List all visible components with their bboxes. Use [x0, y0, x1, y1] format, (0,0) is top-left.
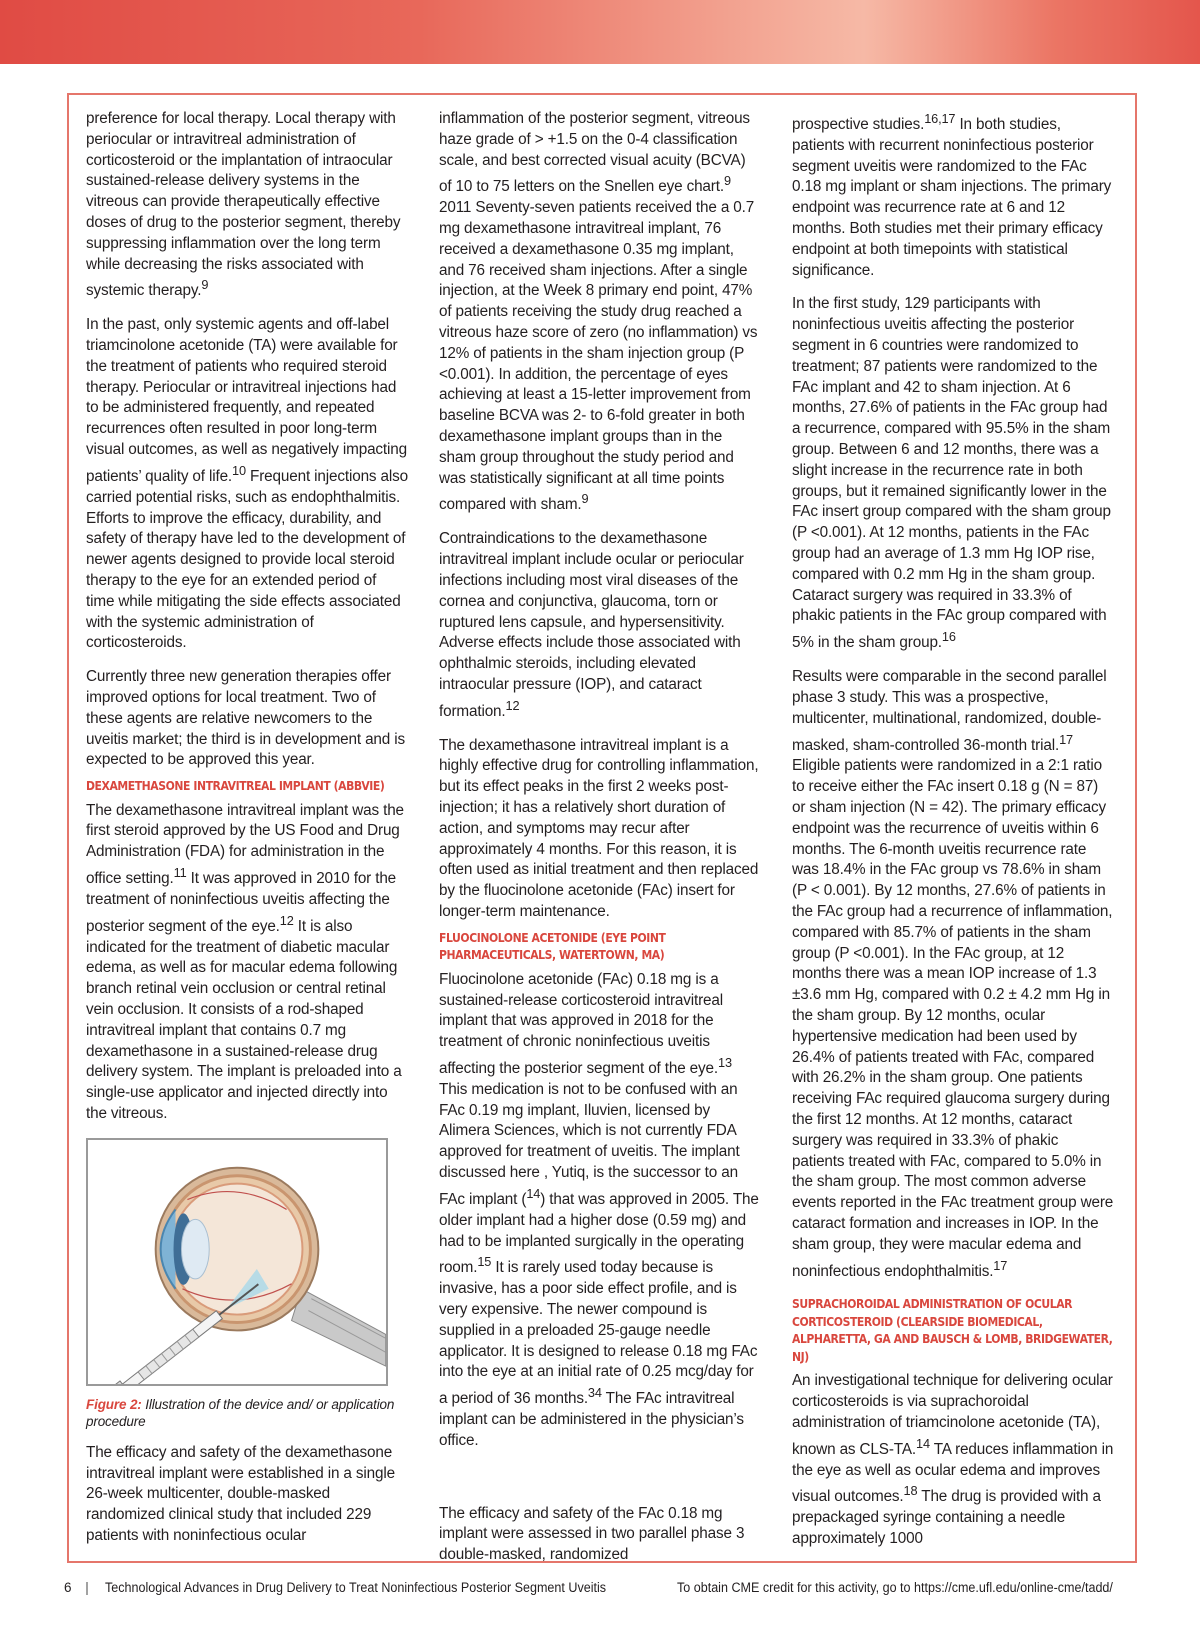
page-number: 6 [64, 1580, 72, 1595]
text: preference for local therapy. Local therapy with periocular or intravitreal administration of corticosteroid or the implantation of intraocular sustained-release delivery systems in the vitreous can provide therapeutically effective doses of drug to the posterior segment, thereby suppressing inflammation over the long term while decreasing the risks associated with systemic therapy. [86, 110, 401, 300]
paragraph [792, 1371, 1114, 1550]
text: The FAc intravitreal implant can be administered in the physician’s office. [439, 1390, 744, 1449]
text: It is also indicated for the treatment of diabetic macular edema, as well as for macular edema following branch retinal vein occlusion or central retinal vein occlusion. It consists of a rod-shaped intravitreal implant that contains 0.7 mg dexamethasone in a sustained-release drug delivery system. The implant is preloaded into a single-use applicator and injected directly into the vitreous. [86, 917, 402, 1122]
text: 2011 Seventy-seven patients received the a 0.7 mg dexamethasone intravitreal implant, 76 received a dexamethasone 0.35 mg implant, and 76 received sham injections. After a single injection, at the Week 8 primary end point, 47% of patients receiving the study drug reached a vitreous haze score of zero (no inflammation) vs 12% of patients in the sham injection group (P <0.001). In addition, the percentage of eyes achieving at least a 15-letter improvement from baseline BCVA was 2- to 6-fold greater in both dexamethasone implant groups than in the sham group throughout the study period and was statistically significant at all time points compared with sham. [439, 199, 758, 514]
citation: 34 [587, 1385, 602, 1401]
section-heading-dexamethasone: DEXAMETHASONE INTRAVITREAL IMPLANT (ABBVIE) [86, 778, 385, 794]
text: In the past, only systemic agents and off-label triamcinolone acetonide (TA) were available for the treatment of patients who required steroid therapy. Periocular or intravitreal injections had to be administered frequently, and repeated recurrences often resulted in poor long-term visual outcomes, as well as negatively impacting patients’ quality of life. [86, 316, 407, 485]
footer-cme-link[interactable]: To obtain CME credit for this activity, go to https://cme.ufl.edu/online-cme/tadd/ [677, 1580, 1114, 1595]
text: It was approved in 2010 for the treatment of noninfectious uveitis affecting the posterior segment of the eye. [86, 870, 397, 935]
page-footer [64, 1580, 1164, 1595]
eye-injection-illustration [88, 1140, 386, 1384]
paragraph [86, 801, 408, 1125]
footer-divider: | [85, 1580, 89, 1595]
text: In the first study, 129 participants with noninfectious uveitis affecting the posterior segment in 6 countries were randomized to treatment; 87 patients were randomized to the FAc implant and 42 to sham injection. At 6 months, 27.6% of patients in the FAc group had a recurrence, compared with 95.5% in the sham group. Between 6 and 12 months, there was a slight increase in the recurrence rate in both groups, but it remained significantly lower in the FAc insert group compared with the sham group (P <0.001). At 12 months, patients in the FAc group had an average of 1.3 mm Hg IOP rise, compared with 0.2 mm Hg in the sham group. Cataract surgery was required in 33.3% of phakic patients in the FAc group compared with 5% in the sham group. [792, 295, 1111, 652]
section-heading-suprachoroidal: SUPRACHOROIDAL ADMINISTRATION OF OCULAR CORTICOSTEROID (CLEARSIDE BIOMEDICAL, ALPHARETTA, GA AND BAUSCH & LOMB, BRIDGEWATER, NJ) [792, 1296, 1113, 1364]
citation: 15 [477, 1254, 492, 1270]
citation: 9 [201, 277, 209, 293]
citation: 10 [232, 462, 246, 478]
paragraph [86, 1443, 408, 1547]
figure-label: Figure 2: [86, 1396, 142, 1412]
text: Eligible patients were randomized in a 2:1 ratio to receive either the FAc insert 0.18 g (N = 87) or sham injection (N = 42). The primary efficacy endpoint was the recurrence of uveitis within 6 months. The 6-month uveitis recurrence rate was 18.4% in the FAc group vs 78.6% in sham (P < 0.001). By 12 months, 27.6% of patients in the FAc group had a recurrence of inflammation, compared with 85.7% of patients in the sham group (P <0.001). In the FAc group, at 12 months there was a mean IOP increase of 1.3 ±3.6 mm Hg, compared with 0.2 ± 4.2 mm Hg in the sham group. By 12 months, ocular hypertensive medication had been used by 26.4% of patients treated with FAc, compared with 26.2% in the sham group. One patients receiving FAc required glaucoma surgery during the first 12 months. At 12 months, cataract surgery was required in 33.3% of phakic patients treated with FAc, compared to 5.0% in the sham group. The most common adverse events reported in the FAc treatment group were cataract formation and increases in IOP. In the sham group, they were macular edema and noninfectious endophthalmitis. [792, 757, 1114, 1280]
paragraph [792, 667, 1114, 1282]
paragraph [439, 529, 761, 722]
citation: 18 [903, 1483, 918, 1499]
paragraph [792, 294, 1114, 654]
citation: 16,17 [924, 111, 956, 126]
citation: 13 [718, 1054, 732, 1070]
text: ) that was approved in 2005. The older implant had a higher dose (0.59 mg) and had to be implanted surgically in the operating room. [439, 1190, 759, 1277]
paragraph [86, 667, 408, 771]
figure-eye-implant-illustration [86, 1138, 388, 1386]
paragraph [439, 970, 761, 1452]
text: An investigational technique for delivering ocular corticosteroids is via suprachoroidal administration of triamcinolone acetonide (TA), known as CLS-TA. [792, 1372, 1113, 1458]
spacer [439, 1465, 761, 1504]
text: Contraindications to the dexamethasone intravitreal implant include ocular or periocular infections including most viral diseases of the cornea and conjunctiva, glaucoma, torn or ruptured lens capsule, and hypersensitivity. Adverse effects include those associated with ophthalmic steroids, including elevated intraocular pressure (IOP), and cataract formation. [439, 530, 744, 720]
citation: 14 [916, 1435, 930, 1451]
text: The dexamethasone intravitreal implant was the first steroid approved by the US Food and Drug Administration (FDA) for administration in the office setting. [86, 801, 404, 888]
column-3 [792, 109, 1114, 1563]
citation: 16 [941, 629, 956, 645]
text: TA reduces inflammation in the eye as well as ocular edema and improves visual outcomes. [792, 1440, 1114, 1506]
citation: 9 [581, 491, 589, 507]
text: It is rarely used today because is invasive, has a poor side effect profile, and is very expensive. The newer compound is supplied in a preloaded 25-gauge needle applicator. It is designed to release 0.18 mg FAc into the eye at an initial rate of 0.25 mcg/day for a period of 36 months. [439, 1259, 758, 1408]
citation: 14 [526, 1185, 541, 1201]
text: prospective studies. [792, 116, 925, 134]
text: Frequent injections also carried potential risks, such as endophthalmitis. Efforts to improve the efficacy, durability, and safety of therapy have led to the development of newer agents designed to provide local steroid therapy to the eye for an extended period of time while mitigating the side effects associated with the systemic administration of corticosteroids. [86, 467, 408, 652]
text: inflammation of the posterior segment, vitreous haze grade of > +1.5 on the 0-4 classification scale, and best corrected visual acuity (BCVA) of 10 to 75 letters on the Snellen eye chart. [439, 110, 750, 196]
text: The efficacy and safety of the FAc 0.18 mg implant were assessed in two parallel phase 3 double-masked, randomized [439, 1504, 745, 1564]
text: Currently three new generation therapies offer improved options for local treatment. Two of these agents are relative newcomers to the uveitis market; the third is in development and is expected to be approved this year. [86, 668, 405, 769]
text: The efficacy and safety of the dexamethasone intravitreal implant were established in a single 26-week multicenter, double-masked randomized clinical study that included 229 patients with noninfectious ocular [86, 1443, 395, 1544]
paragraph [439, 736, 761, 923]
citation: 12 [505, 697, 520, 713]
column-1 [86, 109, 408, 1560]
citation: 17 [1059, 731, 1073, 747]
column-2 [439, 109, 761, 1579]
paragraph [792, 109, 1114, 281]
text: The drug is provided with a prepackaged syringe containing a needle approximately 1000 [792, 1488, 1101, 1548]
paragraph [439, 109, 761, 516]
section-heading-fluocinolone: FLUOCINOLONE ACETONIDE (EYE POINT PHARMACEUTICALS, WATERTOWN, MA) [439, 929, 666, 963]
text: Results were comparable in the second parallel phase 3 study. This was a prospective, multicenter, multinational, randomized, double-masked, sham-controlled 36-month trial. [792, 668, 1107, 754]
citation: 17 [993, 1257, 1008, 1273]
paragraph [86, 109, 408, 302]
text: This medication is not to be confused with an FAc 0.19 mg implant, Iluvien, licensed by Alimera Sciences, which is not currently FDA approved for treatment of uveitis. The implant discussed here , Yutiq, is the successor to an FAc implant ( [439, 1080, 740, 1208]
text: In both studies, patients with recurrent noninfectious posterior segment uveitis were randomized to the FAc 0.18 mg implant or sham injections. The primary endpoint was recurrence rate at 6 and 12 months. Both studies met their primary efficacy endpoint at both timepoints with statistical significance. [792, 116, 1112, 279]
text: The dexamethasone intravitreal implant is a highly effective drug for controlling inflammation, but its effect peaks in the first 2 weeks post-injection; it has a relatively short duration of action, and symptoms may recur after approximately 4 months. For this reason, it is often used as initial treatment and then replaced by the fluocinolone acetonide (FAc) insert for longer-term maintenance. [439, 736, 759, 920]
text: Illustration of the device and/ or application procedure [86, 1396, 395, 1429]
citation: 9 [723, 173, 731, 189]
citation: 12 [279, 912, 294, 928]
figure-caption [86, 1396, 408, 1430]
citation: 11 [173, 864, 187, 880]
header-banner [0, 0, 1200, 64]
footer-title: Technological Advances in Drug Delivery to Treat Noninfectious Posterior Segment Uveitis [104, 1580, 606, 1595]
paragraph [86, 315, 408, 654]
text: Fluocinolone acetonide (FAc) 0.18 mg is a sustained-release corticosteroid intravitreal implant that was approved in 2018 for the treatment of chronic noninfectious uveitis affecting the posterior segment of the eye. [439, 970, 724, 1078]
paragraph [439, 1504, 761, 1566]
